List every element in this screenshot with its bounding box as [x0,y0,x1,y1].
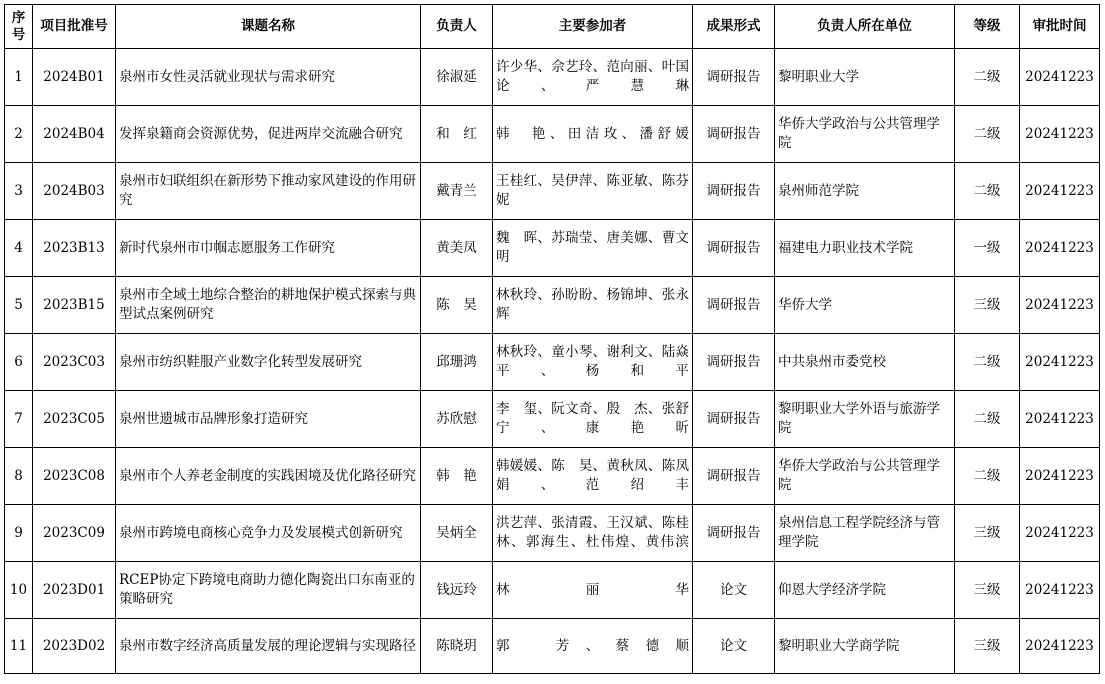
cell-approval-no: 2023D02 [33,619,116,674]
cell-leader: 黄美凤 [421,220,493,277]
cell-participants: 洪艺萍、张清霞、王汉斌、陈桂林、郭海生、杜伟煌、黄伟滨 [493,505,693,562]
cell-grade: 三级 [955,619,1020,674]
cell-unit: 仰恩大学经济学院 [775,562,955,619]
table-row [5,220,1100,277]
cell-leader: 韩 艳 [421,448,493,505]
cell-approval-no: 2023C09 [33,505,116,562]
cell-participants: 林秋玲、童小琴、谢利文、陆焱平、杨和平 [493,334,693,391]
cell-seq: 4 [5,220,33,277]
cell-leader: 徐淑延 [421,49,493,106]
header-seq: 序号 [5,5,33,49]
cell-unit: 华侨大学政治与公共管理学院 [775,448,955,505]
cell-result-form: 论文 [693,562,775,619]
cell-approval-no: 2024B03 [33,163,116,220]
cell-participants: 魏 晖、苏瑞莹、唐美娜、曹文明 [493,220,693,277]
cell-grade: 二级 [955,163,1020,220]
cell-approval-no: 2024B01 [33,49,116,106]
cell-grade: 三级 [955,505,1020,562]
cell-result-form: 调研报告 [693,220,775,277]
cell-title: 泉州市数字经济高质量发展的理论逻辑与实现路径 [116,619,421,674]
header-participants: 主要参加者 [493,5,693,49]
cell-unit: 黎明职业大学 [775,49,955,106]
cell-participants: 许少华、佘艺玲、范向丽、叶国论、严慧琳 [493,49,693,106]
table-row [5,505,1100,562]
cell-participants: 林秋玲、孙盼盼、杨锦坤、张永辉 [493,277,693,334]
cell-approval-no: 2023B15 [33,277,116,334]
header-title: 课题名称 [116,5,421,49]
header-approval-no: 项目批准号 [33,5,116,49]
cell-result-form: 调研报告 [693,334,775,391]
cell-seq: 5 [5,277,33,334]
table-row [5,619,1100,674]
cell-approval-date: 20241223 [1020,334,1100,391]
cell-leader: 陈晓玥 [421,619,493,674]
cell-approval-date: 20241223 [1020,220,1100,277]
cell-leader: 吴炳全 [421,505,493,562]
cell-unit: 黎明职业大学外语与旅游学院 [775,391,955,448]
cell-unit: 泉州信息工程学院经济与管理学院 [775,505,955,562]
cell-approval-no: 2023C03 [33,334,116,391]
cell-grade: 二级 [955,448,1020,505]
cell-leader: 陈 昊 [421,277,493,334]
cell-unit: 黎明职业大学商学院 [775,619,955,674]
cell-title: 泉州市个人养老金制度的实践困境及优化路径研究 [116,448,421,505]
table-row [5,391,1100,448]
cell-result-form: 调研报告 [693,106,775,163]
cell-participants: 王桂红、吴伊萍、陈亚敏、陈芬妮 [493,163,693,220]
cell-result-form: 论文 [693,619,775,674]
cell-approval-no: 2023C08 [33,448,116,505]
cell-approval-date: 20241223 [1020,448,1100,505]
table-row [5,448,1100,505]
header-unit: 负责人所在单位 [775,5,955,49]
cell-unit: 泉州师范学院 [775,163,955,220]
cell-title: 发挥泉籍商会资源优势，促进两岸交流融合研究 [116,106,421,163]
cell-result-form: 调研报告 [693,505,775,562]
cell-leader: 苏欣慰 [421,391,493,448]
cell-seq: 7 [5,391,33,448]
cell-grade: 二级 [955,334,1020,391]
cell-participants: 林丽华 [493,562,693,619]
project-table [4,4,1100,674]
cell-participants: 李 玺、阮文奇、殷 杰、张舒宁、康艳昕 [493,391,693,448]
cell-grade: 二级 [955,49,1020,106]
cell-title: 泉州市跨境电商核心竞争力及发展模式创新研究 [116,505,421,562]
cell-approval-date: 20241223 [1020,106,1100,163]
cell-approval-date: 20241223 [1020,277,1100,334]
cell-leader: 钱远玲 [421,562,493,619]
table-row [5,562,1100,619]
cell-participants: 韩 艳、田洁玫、潘舒媛 [493,106,693,163]
cell-approval-date: 20241223 [1020,505,1100,562]
cell-grade: 二级 [955,106,1020,163]
cell-approval-date: 20241223 [1020,49,1100,106]
cell-leader: 戴青兰 [421,163,493,220]
table-row [5,163,1100,220]
cell-grade: 一级 [955,220,1020,277]
cell-result-form: 调研报告 [693,448,775,505]
cell-unit: 华侨大学 [775,277,955,334]
cell-title: 泉州市女性灵活就业现状与需求研究 [116,49,421,106]
cell-seq: 1 [5,49,33,106]
cell-seq: 8 [5,448,33,505]
cell-approval-no: 2024B04 [33,106,116,163]
cell-grade: 三级 [955,562,1020,619]
cell-participants: 郭 芳、蔡德顺 [493,619,693,674]
cell-title: RCEP协定下跨境电商助力德化陶瓷出口东南亚的策略研究 [116,562,421,619]
cell-approval-date: 20241223 [1020,163,1100,220]
header-row [5,5,1100,49]
header-leader: 负责人 [421,5,493,49]
cell-title: 新时代泉州市巾帼志愿服务工作研究 [116,220,421,277]
cell-approval-date: 20241223 [1020,619,1100,674]
cell-title: 泉州市纺织鞋服产业数字化转型发展研究 [116,334,421,391]
cell-grade: 三级 [955,277,1020,334]
table-row [5,334,1100,391]
cell-seq: 6 [5,334,33,391]
cell-seq: 10 [5,562,33,619]
cell-result-form: 调研报告 [693,163,775,220]
cell-leader: 邱珊鸿 [421,334,493,391]
cell-unit: 中共泉州市委党校 [775,334,955,391]
cell-unit: 华侨大学政治与公共管理学院 [775,106,955,163]
cell-title: 泉州市妇联组织在新形势下推动家风建设的作用研究 [116,163,421,220]
table-row [5,277,1100,334]
table-row [5,49,1100,106]
cell-approval-no: 2023C05 [33,391,116,448]
cell-unit: 福建电力职业技术学院 [775,220,955,277]
header-result-form: 成果形式 [693,5,775,49]
cell-result-form: 调研报告 [693,49,775,106]
cell-seq: 9 [5,505,33,562]
cell-approval-date: 20241223 [1020,391,1100,448]
cell-seq: 2 [5,106,33,163]
cell-leader: 和 红 [421,106,493,163]
cell-participants: 韩媛媛、陈 昊、黄秋凤、陈凤娟、范绍丰 [493,448,693,505]
header-grade: 等级 [955,5,1020,49]
cell-title: 泉州市全域土地综合整治的耕地保护模式探索与典型试点案例研究 [116,277,421,334]
cell-grade: 二级 [955,391,1020,448]
cell-seq: 3 [5,163,33,220]
cell-result-form: 调研报告 [693,391,775,448]
cell-approval-no: 2023D01 [33,562,116,619]
cell-seq: 11 [5,619,33,674]
cell-result-form: 调研报告 [693,277,775,334]
table-row [5,106,1100,163]
cell-title: 泉州世遗城市品牌形象打造研究 [116,391,421,448]
cell-approval-date: 20241223 [1020,562,1100,619]
header-approval-date: 审批时间 [1020,5,1100,49]
cell-approval-no: 2023B13 [33,220,116,277]
